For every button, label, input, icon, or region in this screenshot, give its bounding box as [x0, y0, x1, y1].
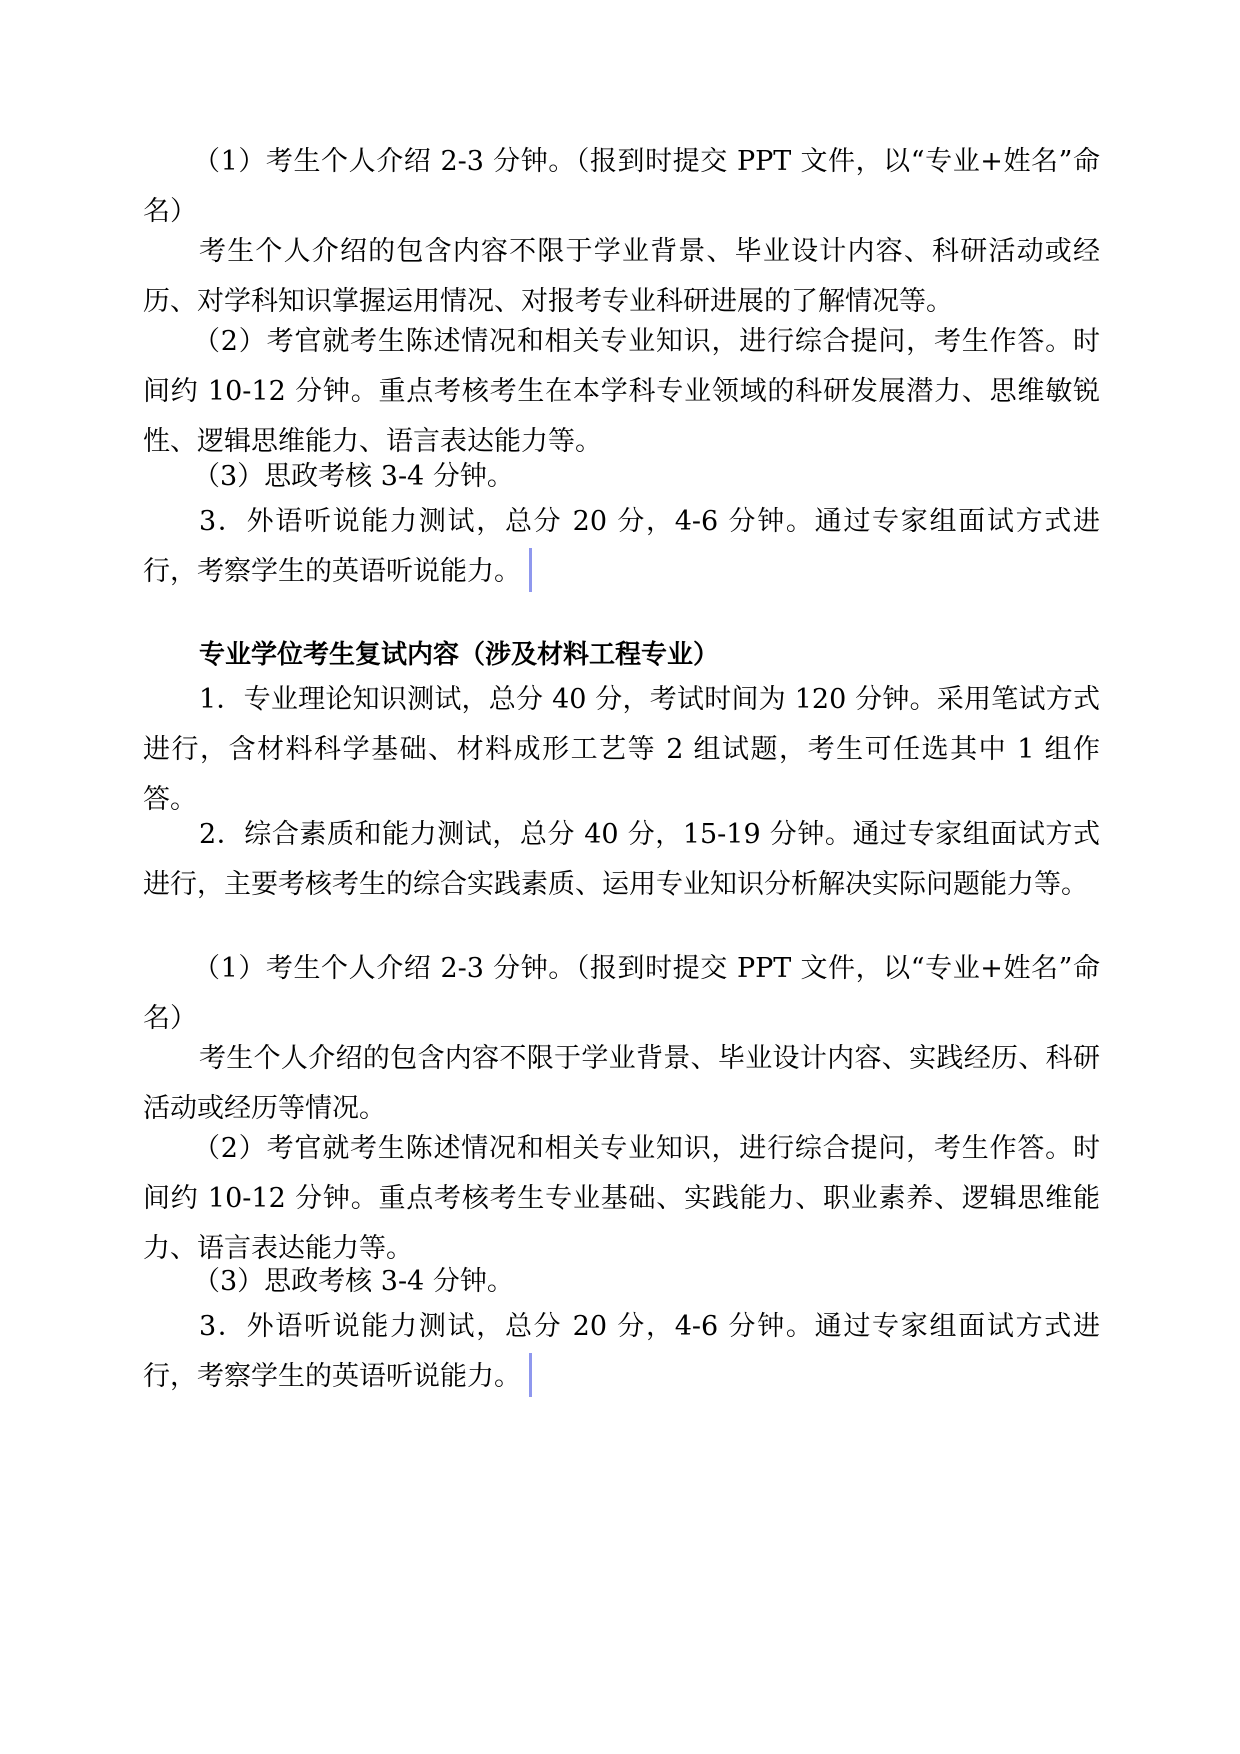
s2-heading: [143, 630, 1100, 680]
s2-item2-paragraph: [143, 1124, 1100, 1274]
s2-foreign-text: 3．外语听说能力测试，总分 20 分，4-6 分钟。通过专家组面试方式进行，考察学生的英语听说能力。: [143, 1311, 1100, 1392]
s1-item2-text: （2）考官就考生陈述情况和相关专业知识，进行综合提问，考生作答。时间约 10-12 分钟。重点考核考生在本学科专业领域的科研发展潜力、思维敏锐性、逻辑思维能力、语言表达能力等。: [143, 326, 1100, 457]
s1-item1-detail-text: 考生个人介绍的包含内容不限于学业背景、毕业设计内容、科研活动或经历、对学科知识掌握运用情况、对报考专业科研进展的了解情况等。: [143, 236, 1100, 317]
s1-item1-paragraph: [143, 137, 1100, 237]
s1-foreign-paragraph: [143, 497, 1100, 597]
s1-item2-paragraph: [143, 317, 1100, 467]
s2-heading-text: 专业学位考生复试内容（涉及材料工程专业）: [199, 640, 720, 670]
s1-item3-paragraph: [143, 452, 1100, 502]
text-cursor: [529, 1353, 532, 1397]
s2-item3-text: （3）思政考核 3-4 分钟。: [193, 1266, 514, 1297]
s2-foreign-paragraph: [143, 1302, 1100, 1402]
s1-foreign-text: 3．外语听说能力测试，总分 20 分，4-6 分钟。通过专家组面试方式进行，考察学生的英语听说能力。: [143, 506, 1100, 587]
s2-item1-detail-paragraph: [143, 1034, 1100, 1134]
s2-theory-text: 1．专业理论知识测试，总分 40 分，考试时间为 120 分钟。采用笔试方式进行，含材料科学基础、材料成形工艺等 2 组试题，考生可任选其中 1 组作答。: [143, 684, 1100, 815]
s1-item1-detail-paragraph: [143, 227, 1100, 327]
s2-item2-text: （2）考官就考生陈述情况和相关专业知识，进行综合提问，考生作答。时间约 10-12 分钟。重点考核考生专业基础、实践能力、职业素养、逻辑思维能力、语言表达能力等。: [143, 1133, 1100, 1264]
s2-item1-text: （1）考生个人介绍 2-3 分钟。（报到时提交 PPT 文件，以“专业+姓名”命名）: [143, 953, 1100, 1034]
s1-item3-text: （3）思政考核 3-4 分钟。: [193, 461, 514, 492]
s2-item1-paragraph: [143, 944, 1100, 1044]
s2-item3-paragraph: [143, 1257, 1100, 1307]
s2-comprehensive-text: 2．综合素质和能力测试，总分 40 分，15-19 分钟。通过专家组面试方式进行，主要考核考生的综合实践素质、运用专业知识分析解决实际问题能力等。: [143, 819, 1100, 900]
s2-item1-detail-text: 考生个人介绍的包含内容不限于学业背景、毕业设计内容、实践经历、科研活动或经历等情况。: [143, 1043, 1100, 1124]
s2-comprehensive-paragraph: [143, 810, 1100, 910]
text-cursor: [529, 548, 532, 592]
s1-item1-text: （1）考生个人介绍 2-3 分钟。（报到时提交 PPT 文件，以“专业+姓名”命名）: [143, 146, 1100, 227]
s2-theory-paragraph: [143, 675, 1100, 825]
